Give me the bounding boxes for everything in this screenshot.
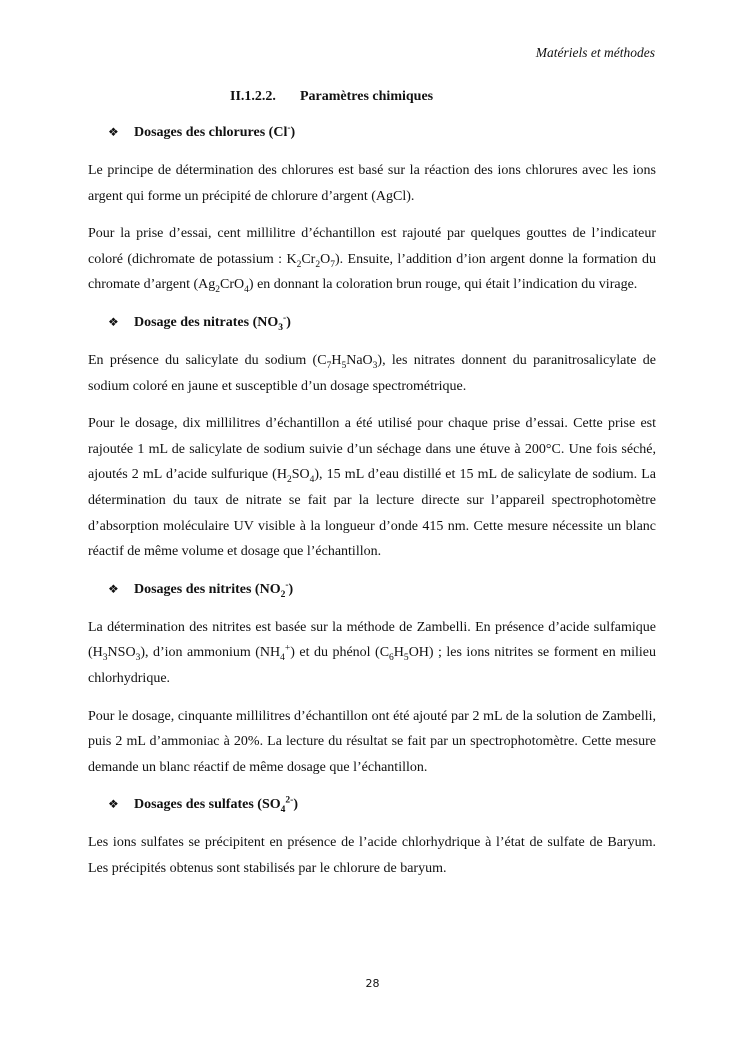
diamond-bullet-icon: ❖ [108,314,119,329]
subheading-text: Dosages des nitrites (NO [134,581,281,597]
diamond-bullet-icon: ❖ [108,797,119,812]
paragraph: Les ions sulfates se précipitent en présence de l’acide chlorhydrique à l’état de sulfate de Baryum. Les précipités obtenus sont stabilisés par le chlorure de baryum. [88,835,656,876]
subheading-nitrites: ❖ Dosages des nitrites $(NO_2^-)$ [88,577,656,602]
diamond-bullet-icon: ❖ [108,581,119,596]
page-number: 28 [365,977,380,990]
running-header: Matériels et méthodes [535,45,655,60]
superscript: - [287,123,291,134]
paragraph: Pour le dosage, cinquante millilitres d’échantillon ont été ajouté par 2 mL de la solution de Zambelli, puis 2 mL d’ammoniac à 20%. La lecture du résultat se fait par un spectrophotomètre. Cette mesure demande un blanc réactif de même dosage que l’échantillon. [88,708,656,775]
subheading-text: Dosages des sulfates (SO [134,797,281,813]
page-body [88,120,656,893]
subheading-nitrates: ❖ Dosage des nitrates $(NO_3^-)$ [88,310,656,335]
subheading-text: Dosage des nitrates (NO [134,314,279,330]
section-title: Paramètres chimiques [300,89,434,104]
subheading-text: Dosages des chlorures (Cl [134,125,288,140]
section-heading [230,89,433,105]
paragraph: La détermination des nitrites est basée sur la méthode de Zambelli. En présence d’acide sulfamique $(H_3NSO_3)$, d’ion ammonium $(NH_4^+)$ et du phénol $(C_6H_5OH)$ ; les ions nitrites se forment en milieu chlorhydrique. [88,619,656,686]
paragraph: En présence du salicylate du sodium $(C_7H_5NaO_3)$, les nitrates donnent du paranitrosalicylate de sodium coloré en jaune et susceptible d’un dosage spectrométrique. [88,352,656,394]
paragraph: Pour la prise d’essai, cent millilitre d’échantillon est rajouté par quelques gouttes de l’indicateur coloré (dichromate de potassium : $K_2Cr_2O_7$). Ensuite, l’addition d’ion argent donne la formation du chromate d’argent $(Ag_2CrO_4)$ en donnant la coloration brun rouge, qui était l’indication du virage. [88,226,656,296]
diamond-bullet-icon: ❖ [108,125,119,139]
subheading-sulfates: ❖ Dosages des sulfates $(SO_4^{2-})$ [88,792,656,817]
section-number: II.1.2.2. [230,89,276,104]
subheading-chlorides: ❖ Dosages des chlorures (Cl-) [88,120,656,145]
paragraph: Le principe de détermination des chlorures est basé sur la réaction des ions chlorures avec les ions argent qui forme un précipité de chlorure d’argent (AgCl). [88,163,656,204]
paragraph: Pour le dosage, dix millilitres d’échantillon a été utilisé pour chaque prise d’essai. Cette prise est rajoutée 1 mL de salicylate de sodium suivie d’un séchage dans une étuve à 200°C. Une fois séché, ajoutés 2 mL d’acide sulfurique $(H_2SO_4)$, 15 mL d’eau distillé et 15 mL de salicylate de sodium. La détermination du taux de nitrate se fait par la lecture directe sur l’appareil spectrophotomètre d’absorption moléculaire UV visible à la longueur d’onde 415 nm. Cette mesure nécessite un blanc réactif de même volume et dosage que l’échantillon. [88,416,657,560]
